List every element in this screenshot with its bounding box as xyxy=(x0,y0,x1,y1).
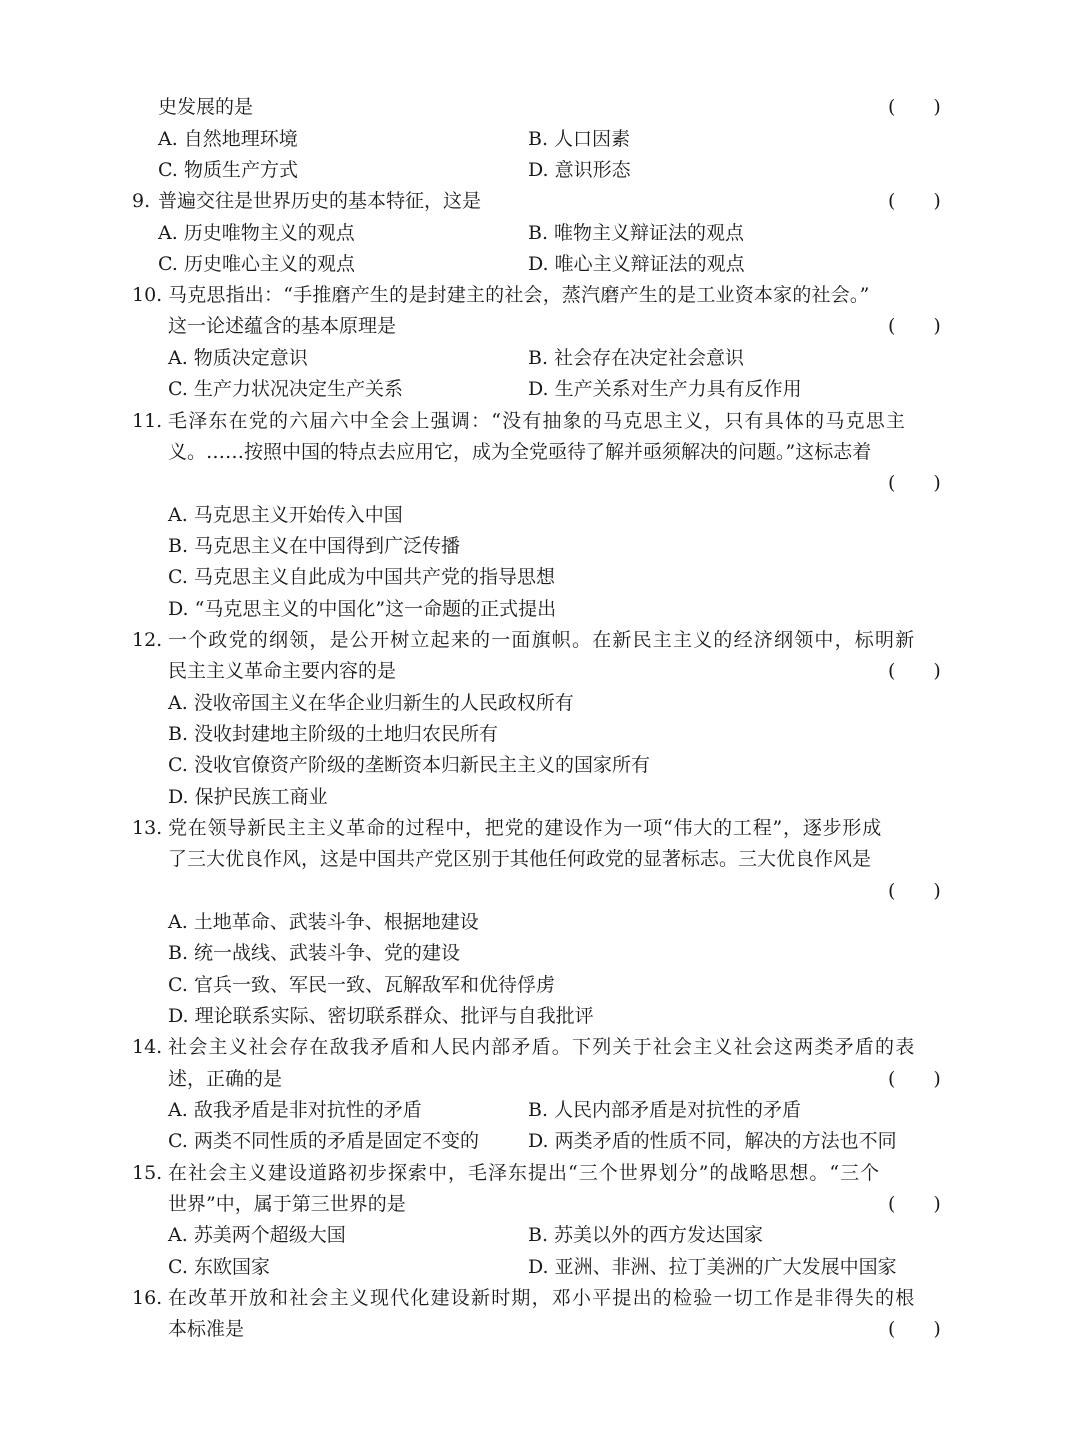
question-8-options-cd xyxy=(0,155,1080,186)
question-11-stem-line2 xyxy=(0,437,1080,468)
answer-paren: ( ) xyxy=(888,1068,941,1090)
question-14-stem-line2 xyxy=(0,1064,1080,1095)
question-16-stem-line2 xyxy=(0,1314,1080,1345)
option-a: A. 没收帝国主义在华企业归新生的人民政权所有 xyxy=(168,692,574,714)
question-13-paren-line xyxy=(0,876,1080,907)
option-c: C. 历史唯心主义的观点 xyxy=(158,253,355,275)
question-13-stem-line2 xyxy=(0,844,1080,875)
question-12-option-b xyxy=(0,719,1080,750)
question-12-stem-line2 xyxy=(0,656,1080,687)
question-stem-text: 一个政党的纲领，是公开树立起来的一面旗帜。在新民主主义的经济纲领中，标明新 xyxy=(168,629,916,651)
question-10-stem-line2 xyxy=(0,311,1080,342)
question-number: 15. xyxy=(132,1162,163,1184)
option-b: B. 马克思主义在中国得到广泛传播 xyxy=(168,535,461,557)
question-16-stem-line1 xyxy=(0,1283,1080,1314)
question-12-option-c xyxy=(0,750,1080,781)
option-a: A. 敌我矛盾是非对抗性的矛盾 xyxy=(168,1099,422,1121)
option-d: D. 保护民族工商业 xyxy=(168,786,328,808)
option-b: B. 唯物主义辩证法的观点 xyxy=(528,222,745,244)
question-stem-text: 本标准是 xyxy=(168,1318,245,1340)
question-stem-text: 党在领导新民主主义革命的过程中，把党的建设作为一项“伟大的工程”，逐步形成 xyxy=(168,817,883,839)
answer-paren: ( ) xyxy=(888,472,941,494)
question-12-option-d xyxy=(0,782,1080,813)
option-a: A. 自然地理环境 xyxy=(158,128,298,150)
option-c: C. 没收官僚资产阶级的垄断资本归新民主主义的国家所有 xyxy=(168,754,650,776)
question-11-stem-line1 xyxy=(0,406,1080,437)
question-stem-text: 这一论述蕴含的基本原理是 xyxy=(168,315,397,337)
answer-paren: ( ) xyxy=(888,1193,941,1215)
question-number: 10. xyxy=(132,284,163,306)
question-14-options-ab xyxy=(0,1095,1080,1126)
question-11-option-d xyxy=(0,594,1080,625)
option-a: A. 苏美两个超级大国 xyxy=(168,1224,346,1246)
option-c: C. 两类不同性质的矛盾是固定不变的 xyxy=(168,1130,479,1152)
question-14-stem-line1 xyxy=(0,1032,1080,1063)
question-9-options-cd xyxy=(0,249,1080,280)
question-stem-text: 在改革开放和社会主义现代化建设新时期，邓小平提出的检验一切工作是非得失的根 xyxy=(168,1287,916,1309)
question-15-stem-line2 xyxy=(0,1189,1080,1220)
question-10-options-cd xyxy=(0,374,1080,405)
question-15-stem-line1 xyxy=(0,1158,1080,1189)
question-13-option-d xyxy=(0,1001,1080,1032)
option-d: D. 唯心主义辩证法的观点 xyxy=(528,253,745,275)
option-b: B. 人口因素 xyxy=(528,128,631,150)
option-b: B. 社会存在决定社会意识 xyxy=(528,347,745,369)
answer-paren: ( ) xyxy=(888,660,941,682)
option-a: A. 土地革命、武装斗争、根据地建设 xyxy=(168,911,479,933)
question-10-options-ab xyxy=(0,343,1080,374)
question-15-options-cd xyxy=(0,1252,1080,1283)
question-13-option-b xyxy=(0,938,1080,969)
option-b: B. 人民内部矛盾是对抗性的矛盾 xyxy=(528,1099,802,1121)
question-14-options-cd xyxy=(0,1126,1080,1157)
question-number: 14. xyxy=(132,1036,163,1058)
question-stem-text: 马克思指出：“手推磨产生的是封建主的社会，蒸汽磨产生的是工业资本家的社会。” xyxy=(168,284,870,306)
question-stem-text: 了三大优良作风，这是中国共产党区别于其他任何政党的显著标志。三大优良作风是 xyxy=(168,848,872,870)
question-8-options-ab xyxy=(0,124,1080,155)
option-c: C. 马克思主义自此成为中国共产党的指导思想 xyxy=(168,566,555,588)
question-10-stem-line1 xyxy=(0,280,1080,311)
answer-paren: ( ) xyxy=(888,1318,941,1340)
answer-paren: ( ) xyxy=(888,880,941,902)
question-15-options-ab xyxy=(0,1220,1080,1251)
question-number: 12. xyxy=(132,629,163,651)
question-stem-text: 社会主义社会存在敌我矛盾和人民内部矛盾。下列关于社会主义社会这两类矛盾的表 xyxy=(168,1036,916,1058)
question-stem-text: 史发展的是 xyxy=(158,96,254,118)
option-a: A. 历史唯物主义的观点 xyxy=(158,222,355,244)
question-12-option-a xyxy=(0,688,1080,719)
question-11-option-a xyxy=(0,500,1080,531)
answer-paren: ( ) xyxy=(888,96,941,118)
option-d: D. 两类矛盾的性质不同，解决的方法也不同 xyxy=(528,1130,897,1152)
question-11-option-b xyxy=(0,531,1080,562)
question-stem-text: 述，正确的是 xyxy=(168,1068,283,1090)
option-a: A. 物质决定意识 xyxy=(168,347,308,369)
question-number: 16. xyxy=(132,1287,163,1309)
option-a: A. 马克思主义开始传入中国 xyxy=(168,504,403,526)
option-d: D. 生产关系对生产力具有反作用 xyxy=(528,378,802,400)
question-11-paren-line xyxy=(0,468,1080,499)
option-d: D. 亚洲、非洲、拉丁美洲的广大发展中国家 xyxy=(528,1256,897,1278)
question-13-stem-line1 xyxy=(0,813,1080,844)
option-d: D. 意识形态 xyxy=(528,159,631,181)
option-c: C. 物质生产方式 xyxy=(158,159,298,181)
question-stem-text: 民主主义革命主要内容的是 xyxy=(168,660,397,682)
question-number: 9. xyxy=(132,190,151,212)
option-d: D. 理论联系实际、密切联系群众、批评与自我批评 xyxy=(168,1005,594,1027)
question-stem-text: 普遍交往是世界历史的基本特征，这是 xyxy=(158,190,482,212)
option-b: B. 苏美以外的西方发达国家 xyxy=(528,1224,764,1246)
question-13-option-c xyxy=(0,970,1080,1001)
question-9-stem xyxy=(0,186,1080,217)
answer-paren: ( ) xyxy=(888,190,941,212)
answer-paren: ( ) xyxy=(888,315,941,337)
option-d: D. “马克思主义的中国化”这一命题的正式提出 xyxy=(168,598,557,620)
option-b: B. 没收封建地主阶级的土地归农民所有 xyxy=(168,723,499,745)
option-c: C. 东欧国家 xyxy=(168,1256,270,1278)
question-9-options-ab xyxy=(0,218,1080,249)
option-c: C. 官兵一致、军民一致、瓦解敌军和优待俘虏 xyxy=(168,974,555,996)
question-number: 13. xyxy=(132,817,163,839)
question-11-option-c xyxy=(0,562,1080,593)
question-stem-text: 义。……按照中国的特点去应用它，成为全党亟待了解并亟须解决的问题。”这标志着 xyxy=(168,441,872,463)
question-stem-text: 在社会主义建设道路初步探索中，毛泽东提出“三个世界划分”的战略思想。“三个 xyxy=(168,1162,881,1184)
question-stem-text: 毛泽东在党的六届六中全会上强调：“没有抽象的马克思主义，只有具体的马克思主 xyxy=(168,410,907,432)
question-number: 11. xyxy=(132,410,163,432)
question-12-stem-line1 xyxy=(0,625,1080,656)
question-stem-text: 世界”中，属于第三世界的是 xyxy=(168,1193,406,1215)
option-b: B. 统一战线、武装斗争、党的建设 xyxy=(168,942,461,964)
option-c: C. 生产力状况决定生产关系 xyxy=(168,378,403,400)
question-8-stem xyxy=(0,92,1080,123)
question-13-option-a xyxy=(0,907,1080,938)
